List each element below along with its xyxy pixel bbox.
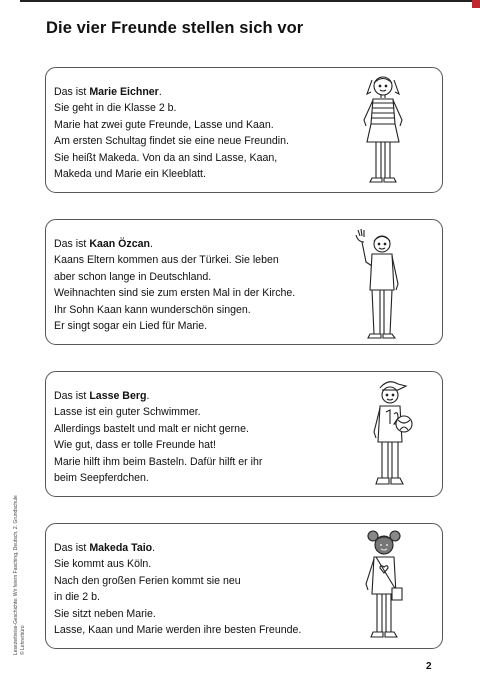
card-line: Marie hat zwei gute Freunde, Lasse und Kaan. <box>54 118 274 131</box>
copyright-side-note <box>13 455 45 655</box>
card-line: Lasse ist ein guter Schwimmer. <box>54 406 201 419</box>
boy-waving-illustration-icon <box>352 226 404 346</box>
card-line: beim Seepferdchen. <box>54 472 149 485</box>
girl-with-bag-illustration-icon <box>358 528 410 648</box>
person-name: Kaan Özcan <box>89 238 150 250</box>
card-text <box>54 540 301 638</box>
person-name: Lasse Berg <box>89 390 147 402</box>
person-name: Marie Eichner <box>89 86 159 98</box>
card-line: Makeda und Marie ein Kleeblatt. <box>54 168 206 181</box>
card-text <box>54 236 295 334</box>
card-intro-line: Das ist Kaan Özcan. <box>54 238 153 250</box>
card-makeda <box>45 523 443 649</box>
card-intro-line: Das ist Marie Eichner. <box>54 86 162 98</box>
card-kaan <box>45 219 443 345</box>
card-line: aber schon lange in Deutschland. <box>54 270 212 283</box>
page-number: 2 <box>426 661 432 672</box>
card-line: Kaans Eltern kommen aus der Türkei. Sie leben <box>54 254 279 267</box>
card-line: Ihr Sohn Kaan kann wunderschön singen. <box>54 303 251 316</box>
card-lasse <box>45 371 443 497</box>
side-note-line: Lesezeitreise-Geschichte: Wir feiern Fasching, Deutsch, 2. Grundschule <box>13 495 19 655</box>
girl-illustration-icon <box>358 72 408 190</box>
card-text <box>54 388 262 486</box>
card-line: Marie hilft ihm beim Basteln. Dafür hilft er ihr <box>54 455 263 468</box>
card-line: Sie sitzt neben Marie. <box>54 607 156 620</box>
card-line: Nach den großen Ferien kommt sie neu <box>54 574 241 587</box>
person-name: Makeda Taio <box>89 542 153 554</box>
boy-with-cap-illustration-icon <box>366 378 418 496</box>
card-intro-line: Das ist Makeda Taio. <box>54 542 156 554</box>
card-line: Allerdings bastelt und malt er nicht gerne. <box>54 422 249 435</box>
card-line: Sie heißt Makeda. Von da an sind Lasse, Kaan, <box>54 151 278 164</box>
card-intro-line: Das ist Lasse Berg. <box>54 390 150 402</box>
card-marie <box>45 67 443 193</box>
page-title: Die vier Freunde stellen sich vor <box>46 19 304 37</box>
card-line: Er singt sogar ein Lied für Marie. <box>54 320 208 333</box>
card-line: Weihnachten sind sie zum ersten Mal in der Kirche. <box>54 287 296 300</box>
card-line: in die 2 b. <box>54 591 100 604</box>
card-line: Lasse, Kaan und Marie werden ihre besten Freunde. <box>54 624 302 637</box>
card-line: Sie kommt aus Köln. <box>54 558 152 571</box>
side-note-line: © Lehrerbüro <box>19 625 26 655</box>
top-rule <box>20 0 480 2</box>
card-text <box>54 84 289 182</box>
card-line: Wie gut, dass er tolle Freunde hat! <box>54 439 216 452</box>
card-line: Am ersten Schultag findet sie eine neue Freundin. <box>54 135 289 148</box>
corner-mark <box>472 0 480 8</box>
card-line: Sie geht in die Klasse 2 b. <box>54 102 177 115</box>
